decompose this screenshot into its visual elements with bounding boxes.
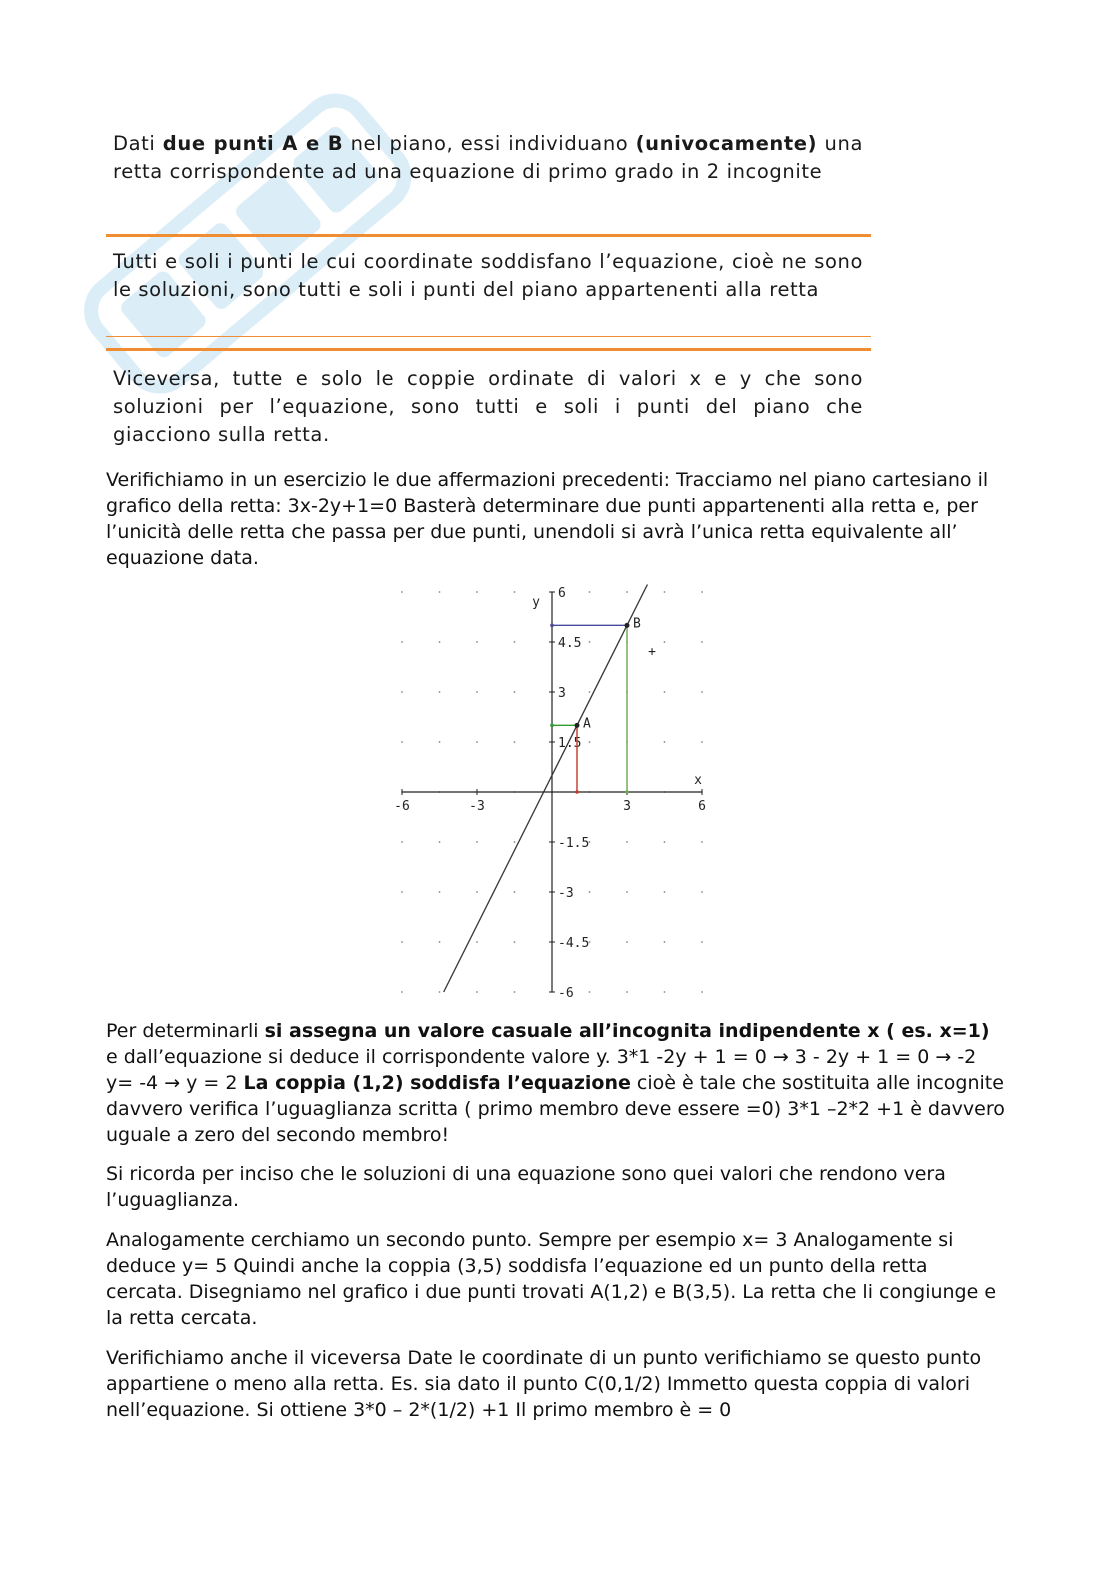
grid-dot	[664, 591, 666, 593]
divider-rule	[106, 348, 871, 351]
grid-dot	[401, 891, 403, 893]
x-tick-label: -3	[469, 799, 485, 814]
grid-dot	[589, 691, 591, 693]
grid-dot	[701, 991, 703, 993]
grid-dot	[514, 691, 516, 693]
grid-dot	[476, 841, 478, 843]
plus-mark: +	[648, 644, 656, 660]
data-point	[575, 723, 580, 728]
grid-dot	[439, 641, 441, 643]
y-tick-label: -6	[558, 986, 574, 1000]
grid-dot	[514, 641, 516, 643]
grid-dot	[514, 941, 516, 943]
grid-dot	[439, 741, 441, 743]
point-label: A	[583, 716, 591, 732]
grid-dot	[664, 741, 666, 743]
equation-line	[444, 585, 648, 993]
y-tick-label: -4.5	[558, 936, 590, 951]
grid-dot	[439, 591, 441, 593]
grid-dot	[476, 691, 478, 693]
grid-dot	[626, 941, 628, 943]
grid-dot	[589, 891, 591, 893]
grid-dot	[701, 641, 703, 643]
grid-dot	[439, 991, 441, 993]
intro-paragraph-3: Viceversa, tutte e solo le coppie ordinate di valori x e y che sono soluzioni per l’equazione, sono tutti e soli i punti del piano che giacciono sulla retta.	[113, 367, 863, 446]
grid-dot	[664, 641, 666, 643]
grid-dot	[626, 991, 628, 993]
grid-dot	[589, 991, 591, 993]
projection-endpoint	[575, 790, 579, 794]
intro-paragraph-2: Tutti e soli i punti le cui coordinate soddisfano l’equazione, cioè ne sono le soluzioni, sono tutti e soli i punti del piano appartenenti alla retta	[113, 250, 863, 301]
grid-dot	[626, 841, 628, 843]
grid-dot	[664, 891, 666, 893]
grid-dot	[476, 741, 478, 743]
y-tick-label: -3	[558, 886, 574, 901]
y-tick-label: 6	[558, 586, 566, 601]
grid-dot	[401, 591, 403, 593]
projection-endpoint	[625, 790, 629, 794]
projection-endpoint	[550, 624, 554, 628]
grid-dot	[701, 941, 703, 943]
x-tick-label: -6	[394, 799, 410, 814]
grid-dot	[439, 891, 441, 893]
grid-dot	[701, 741, 703, 743]
y-tick-label: 4.5	[558, 636, 582, 651]
grid-dot	[701, 691, 703, 693]
grid-dot	[514, 841, 516, 843]
grid-dot	[439, 841, 441, 843]
grid-dot	[701, 841, 703, 843]
paragraph-exercise: Verifichiamo in un esercizio le due affermazioni precedenti: Tracciamo nel piano cartesiano il grafico della retta: 3x-2y+1=0 Basterà determinare due punti appartenenti alla retta e, per l’unicità delle retta che passa per due punti, unendoli si avrà l’unica retta equivalente all’ equazione data.	[106, 469, 989, 569]
grid-dot	[664, 691, 666, 693]
point-label: B	[633, 616, 641, 632]
grid-dot	[589, 741, 591, 743]
divider-rule-thin	[106, 336, 871, 337]
grid-dot	[626, 591, 628, 593]
grid-dot	[626, 891, 628, 893]
grid-dot	[514, 591, 516, 593]
paragraph-second-point: Analogamente cerchiamo un secondo punto. Sempre per esempio x= 3 Analogamente si deduce y= 5 Quindi anche la coppia (3,5) soddisfa l’equazione ed un punto della retta cercata. Disegniamo nel grafico i due punti trovati A(1,2) e B(3,5). La retta che li congiunge e la retta cercata.	[106, 1229, 997, 1329]
grid-dot	[701, 891, 703, 893]
grid-dot	[476, 891, 478, 893]
grid-dot	[664, 991, 666, 993]
y-tick-label: 1.5	[558, 736, 582, 751]
x-axis-label: x	[694, 773, 702, 788]
grid-dot	[401, 641, 403, 643]
grid-dot	[401, 691, 403, 693]
grid-dot	[476, 941, 478, 943]
grid-dot	[664, 841, 666, 843]
grid-dot	[401, 741, 403, 743]
intro-paragraph-1: Dati due punti A e B nel piano, essi individuano (univocamente) una retta corrispondente ad una equazione di primo grado in 2 incognite	[113, 132, 863, 183]
x-tick-label: 3	[623, 799, 631, 814]
grid-dot	[401, 991, 403, 993]
grid-dot	[439, 941, 441, 943]
grid-dot	[701, 591, 703, 593]
y-tick-label: 3	[558, 686, 566, 701]
grid-dot	[476, 591, 478, 593]
grid-dot	[664, 941, 666, 943]
data-point	[625, 623, 630, 628]
grid-dot	[514, 741, 516, 743]
x-tick-label: 6	[698, 799, 706, 814]
grid-dot	[514, 891, 516, 893]
y-axis-label: y	[532, 595, 540, 610]
grid-dot	[476, 991, 478, 993]
divider-rule	[106, 234, 871, 237]
grid-dot	[439, 691, 441, 693]
grid-dot	[589, 591, 591, 593]
grid-dot	[589, 641, 591, 643]
grid-dot	[514, 991, 516, 993]
projection-endpoint	[550, 724, 554, 728]
y-tick-label: -1.5	[558, 836, 590, 851]
line-graph	[390, 580, 720, 1000]
paragraph-determine: Per determinarli si assegna un valore casuale all’incognita indipendente x ( es. x=1) e dall’equazione si deduce il corrispondente valore y. 3*1 -2y + 1 = 0 → 3 - 2y + 1 = 0 → -2 y= -4 → y = 2 La coppia (1,2) soddisfa l’equazione cioè è tale che sostituita alle incognite davvero verifica l’uguaglianza scritta ( primo membro deve essere =0) 3*1 –2*2 +1 è davvero uguale a zero del secondo membro!	[106, 1020, 1005, 1146]
grid-dot	[401, 841, 403, 843]
grid-dot	[476, 641, 478, 643]
paragraph-note: Si ricorda per inciso che le soluzioni di una equazione sono quei valori che rendono vera l’uguaglianza.	[106, 1163, 946, 1211]
paragraph-viceversa: Verifichiamo anche il viceversa Date le coordinate di un punto verifichiamo se questo punto appartiene o meno alla retta. Es. sia dato il punto C(0,1/2) Immetto questa coppia di valori nell’equazione. Si ottiene 3*0 – 2*(1/2) +1 Il primo membro è = 0	[106, 1347, 982, 1421]
grid-dot	[401, 941, 403, 943]
